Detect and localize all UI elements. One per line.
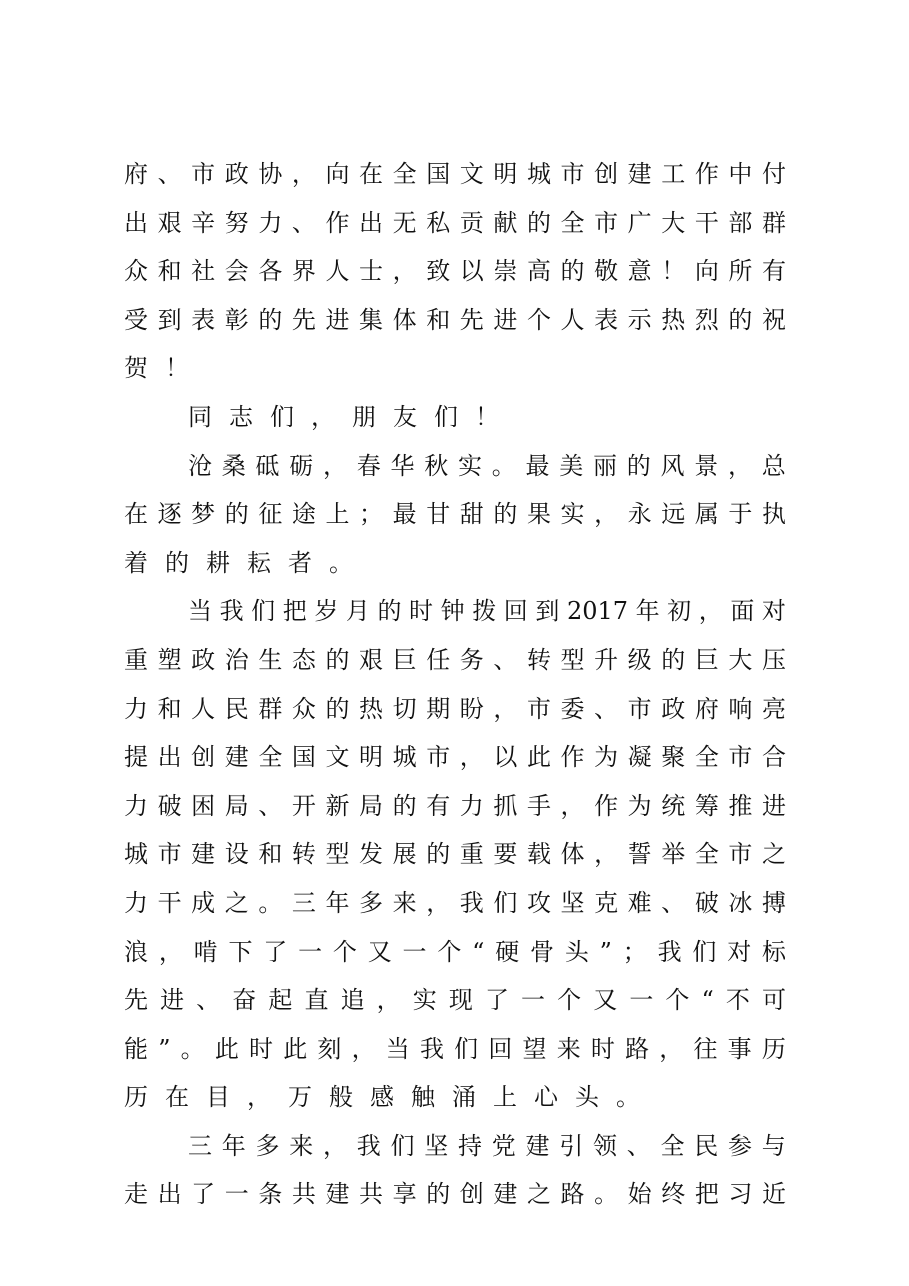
text-line: 城 市 建 设 和 转 型 发 展 的 重 要 载 体 ， 誓 举 全 市 之 [124, 840, 786, 869]
document-body [124, 150, 786, 1219]
text-line: 历 在 目 ， 万 般 感 触 涌 上 心 头 。 [124, 1083, 640, 1112]
text-line: 受 到 表 彰 的 先 进 集 体 和 先 进 个 人 表 示 热 烈 的 祝 [124, 305, 786, 334]
text-line: 贺 ！ [124, 354, 189, 383]
text-line: 走 出 了 一 条 共 建 共 享 的 创 建 之 路 。 始 终 把 习 近 [124, 1180, 786, 1209]
text-line: 提 出 创 建 全 国 文 明 城 市 ， 以 此 作 为 凝 聚 全 市 合 [124, 743, 786, 772]
text-line: 在 逐 梦 的 征 途 上 ； 最 甘 甜 的 果 实 ， 永 远 属 于 执 [124, 500, 786, 529]
text-line: 先 进 、 奋 起 直 追 ， 实 现 了 一 个 又 一 个 “ 不 可 [124, 986, 786, 1015]
text-line: 着 的 耕 耘 者 。 [124, 548, 353, 577]
text-line: 力 和 人 民 群 众 的 热 切 期 盼 ， 市 委 、 市 政 府 响 亮 [124, 694, 786, 723]
text-line: 出 艰 辛 努 力 、 作 出 无 私 贡 献 的 全 市 广 大 干 部 群 [124, 208, 786, 237]
text-line: 当 我 们 把 岁 月 的 时 钟 拨 回 到 2017 年 初 ， 面 对 [188, 597, 786, 626]
text-line: 能 ” 。 此 时 此 刻 ， 当 我 们 回 望 来 时 路 ， 往 事 历 [124, 1034, 786, 1063]
text-line: 府 、 市 政 协 ， 向 在 全 国 文 明 城 市 创 建 工 作 中 付 [124, 160, 786, 188]
text-line: 浪 ， 啃 下 了 一 个 又 一 个 “ 硬 骨 头 ” ； 我 们 对 标 [124, 937, 786, 966]
text-line: 同 志 们 ， 朋 友 们 ！ [188, 402, 499, 431]
text-line: 众 和 社 会 各 界 人 士 ， 致 以 崇 高 的 敬 意 ！ 向 所 有 [124, 257, 786, 286]
text-line: 三 年 多 来 ， 我 们 坚 持 党 建 引 领 、 全 民 参 与 [188, 1131, 786, 1160]
text-line: 力 破 困 局 、 开 新 局 的 有 力 抓 手 ， 作 为 统 筹 推 进 [124, 791, 786, 820]
text-line: 力 干 成 之 。 三 年 多 来 ， 我 们 攻 坚 克 难 、 破 冰 搏 [124, 888, 786, 917]
text-line: 沧 桑 砥 砺 ， 春 华 秋 实 。 最 美 丽 的 风 景 ， 总 [188, 451, 786, 480]
text-line: 重 塑 政 治 生 态 的 艰 巨 任 务 、 转 型 升 级 的 巨 大 压 [124, 645, 786, 674]
